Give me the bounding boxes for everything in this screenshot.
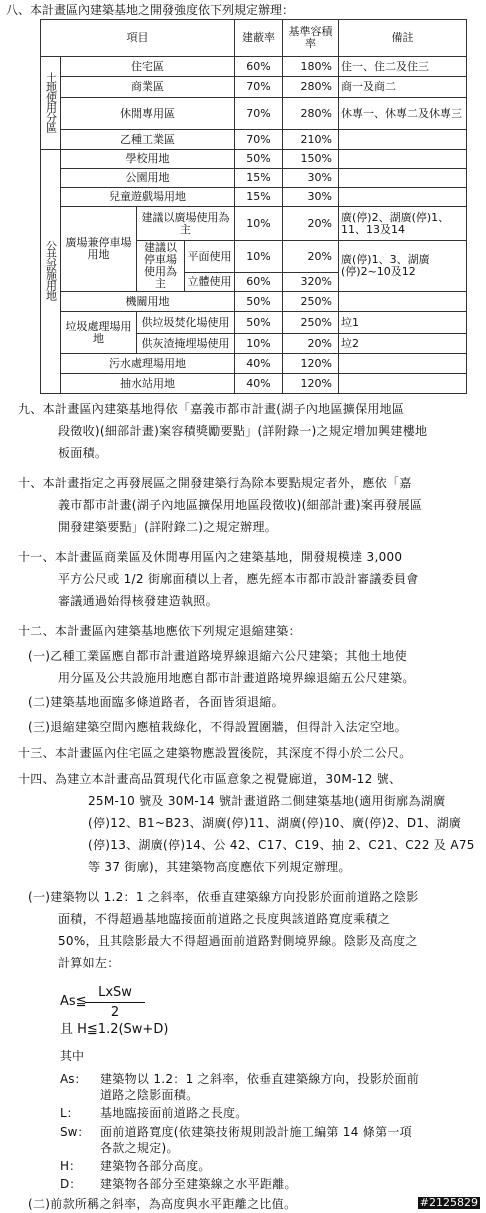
- row-far: 250%: [283, 312, 339, 334]
- section-9-line: 九、本計畫區內建築基地得依「嘉義市都市計畫(湖子內地區擴保用地區: [18, 402, 405, 416]
- row-name: 學校用地: [61, 150, 235, 169]
- row-note: 住一、住二及住三: [339, 57, 467, 77]
- row-far: 120%: [283, 374, 339, 394]
- def-symbol: As：: [60, 1072, 87, 1086]
- section-9-line: 段徵收)(細部計畫)案容積獎勵要點」(詳附錄一)之規定增加興建樓地: [58, 424, 428, 438]
- row-note: [339, 354, 467, 374]
- def-symbol: Sw：: [60, 1125, 90, 1139]
- row-bcr: 10%: [235, 207, 283, 241]
- row-bcr: 60%: [235, 57, 283, 77]
- row-name: 平面使用: [185, 241, 235, 273]
- header-note: 備註: [339, 20, 467, 57]
- row-note: 廣(停)1、3、湖廣(停)2~10及12: [339, 241, 467, 292]
- section-14-line: 25M-10 號及 30M-14 號計畫道路二側建築基地(適用街廓為湖廣: [88, 794, 446, 808]
- row-bcr: 10%: [235, 241, 283, 273]
- section-14-line: (停)12、B1~B23、湖廣(停)11、湖廣(停)10、廣(停)2、D1、湖廣: [88, 816, 462, 830]
- formula-numerator: LxSw: [85, 985, 145, 1003]
- row-note: 休專一、休專二及休專三: [339, 98, 467, 130]
- row-far: 280%: [283, 77, 339, 98]
- def-text: 道路之陰影面積。: [100, 1088, 199, 1102]
- row-far: 280%: [283, 98, 339, 130]
- watermark: #2125829: [419, 1196, 478, 1209]
- def-text: 建築物以 1.2：1 之斜率，依垂直建築線方向，投影於面前: [100, 1072, 420, 1086]
- group-public-facility: 公共設施用地: [41, 150, 61, 394]
- section-14-item-1: 面積，不得超過基地臨接面前道路之長度與該道路寬度乘積之: [58, 912, 391, 926]
- section-9-line: 板面積。: [58, 446, 108, 460]
- def-text: 基地臨接面前道路之長度。: [100, 1106, 248, 1120]
- section-11-line: 審議通過始得核發建造執照。: [58, 594, 218, 608]
- row-bcr: 40%: [235, 374, 283, 394]
- header-far: 基準容積率: [283, 20, 339, 57]
- section-12-item-1: 用分區及公共設施用地應自都市計畫道路境界線退縮五公尺建築。: [58, 671, 415, 685]
- row-name: 休閒專用區: [61, 98, 235, 130]
- section-14-item-1: (一)建築物以 1.2：1 之斜率，依垂直建築線方向投影於面前道路之陰影: [28, 890, 419, 904]
- row-name: 兒童遊戲場用地: [61, 188, 235, 207]
- row-note: 商一及商二: [339, 77, 467, 98]
- def-symbol: L：: [60, 1106, 79, 1120]
- header-item: 項目: [41, 20, 235, 57]
- section-12-item-3: (三)退縮建築空間內應植栽綠化，不得設置圍牆，但得計入法定空地。: [28, 720, 407, 734]
- header-bcr: 建蔽率: [235, 20, 283, 57]
- def-text: 建築物各部分至建築線之水平距離。: [100, 1177, 297, 1191]
- section-12-item-1: (一)乙種工業區應自都市計畫道路境界線退縮六公尺建築；其他土地使: [28, 649, 407, 663]
- row-far: 20%: [283, 241, 339, 273]
- section-14-line: 等 37 街廓)，其建築物高度應依下列規定辦理。: [88, 860, 351, 874]
- where-label: 其中: [60, 1049, 85, 1063]
- row-note: [339, 150, 467, 169]
- row-bcr: 60%: [235, 273, 283, 292]
- row-name: 立體使用: [185, 273, 235, 292]
- row-note: [339, 292, 467, 312]
- row-bcr: 15%: [235, 169, 283, 188]
- row-name: 供灰渣掩埋場使用: [137, 334, 235, 354]
- formula-height-limit: 且 H≦1.2(Sw+D): [60, 1022, 169, 1037]
- row-far: 150%: [283, 150, 339, 169]
- development-intensity-table: [40, 19, 467, 394]
- row-far: 180%: [283, 57, 339, 77]
- group-land-use: 土地使用分區: [41, 57, 61, 150]
- garbage-facility-label: 垃圾處理場用地: [61, 312, 137, 354]
- section-10-line: 開發建築要點」(詳附錄二)之規定辦理。: [58, 520, 278, 534]
- section-14-item-2: (二)前款所稱之斜率，為高度與水平距離之比值。: [28, 1197, 297, 1211]
- def-symbol: D：: [60, 1177, 82, 1191]
- formula-fraction: [85, 985, 145, 1021]
- row-far: 30%: [283, 188, 339, 207]
- def-text: 各款之規定)。: [100, 1141, 179, 1155]
- def-symbol: H：: [60, 1159, 82, 1173]
- row-bcr: 70%: [235, 130, 283, 150]
- row-far: 120%: [283, 354, 339, 374]
- row-far: 30%: [283, 169, 339, 188]
- section-11-line: 平方公尺或 1/2 街廓面積以上者，應先經本市都市設計審議委員會: [58, 572, 419, 586]
- row-bcr: 40%: [235, 354, 283, 374]
- square-parking-label: 廣場兼停車場用地: [61, 207, 137, 292]
- row-note: [339, 188, 467, 207]
- row-note: [339, 130, 467, 150]
- row-name: 乙種工業區: [61, 130, 235, 150]
- row-note: 垃1: [339, 312, 467, 334]
- row-bcr: 50%: [235, 150, 283, 169]
- row-bcr: 50%: [235, 312, 283, 334]
- row-name: 住宅區: [61, 57, 235, 77]
- parking-use-label: 建議以停車場使用為主: [137, 241, 185, 292]
- def-text: 建築物各部分高度。: [100, 1159, 211, 1173]
- row-note: 垃2: [339, 334, 467, 354]
- row-far: 20%: [283, 207, 339, 241]
- row-far: 320%: [283, 273, 339, 292]
- heading-8: 八、本計畫區內建築基地之開發強度依下列規定辦理：: [6, 3, 295, 17]
- row-name: 機關用地: [61, 292, 235, 312]
- section-10-line: 義市都市計畫(湖子內地區擴保用地區段徵收)(細部計畫)案再發展區: [58, 498, 423, 512]
- section-14-line: 十四、為建立本計畫高品質現代化市區意象之視覺廊道，30M-12 號、: [18, 772, 402, 786]
- row-bcr: 70%: [235, 77, 283, 98]
- section-12-heading: 十二、本計畫區內建築基地應依下列規定退縮建築：: [18, 624, 301, 638]
- row-note: 廣(停)2、湖廣(停)1、11、13及14: [339, 207, 467, 241]
- formula-lhs: As≦: [60, 994, 87, 1009]
- row-name: 商業區: [61, 77, 235, 98]
- formula-denominator: 2: [110, 1005, 120, 1020]
- section-10-line: 十、本計畫指定之再發展區之開發建築行為除本要點規定者外，應依「嘉: [18, 476, 412, 490]
- section-14-item-1: 50%，且其陰影最大不得超過面前道路對側境界線。陰影及高度之: [58, 934, 418, 948]
- row-bcr: 10%: [235, 334, 283, 354]
- section-11-line: 十一、本計畫區商業區及休閒專用區內之建築基地，開發規模達 3,000: [18, 550, 403, 564]
- def-text: 面前道路寬度(依建築技術規則設計施工編第 14 條第一項: [100, 1125, 412, 1139]
- row-name: 公園用地: [61, 169, 235, 188]
- row-bcr: 15%: [235, 188, 283, 207]
- section-14-line: (停)13、湖廣(停)14、公 42、C17、C19、抽 2、C21、C22 及 A75: [88, 838, 475, 852]
- row-far: 20%: [283, 334, 339, 354]
- row-name: 建議以廣場使用為主: [137, 207, 235, 241]
- section-12-item-2: (二)建築基地面臨多條道路者，各面皆須退縮。: [28, 695, 284, 709]
- row-name: 抽水站用地: [61, 374, 235, 394]
- section-14-item-1: 計算如左：: [58, 956, 120, 970]
- row-name: 供垃圾焚化場使用: [137, 312, 235, 334]
- section-13: 十三、本計畫區內住宅區之建築物應設置後院，其深度不得小於二公尺。: [18, 746, 412, 760]
- row-note: [339, 169, 467, 188]
- row-far: 250%: [283, 292, 339, 312]
- row-bcr: 50%: [235, 292, 283, 312]
- row-far: 210%: [283, 130, 339, 150]
- row-bcr: 70%: [235, 98, 283, 130]
- row-name: 污水處理場用地: [61, 354, 235, 374]
- row-note: [339, 374, 467, 394]
